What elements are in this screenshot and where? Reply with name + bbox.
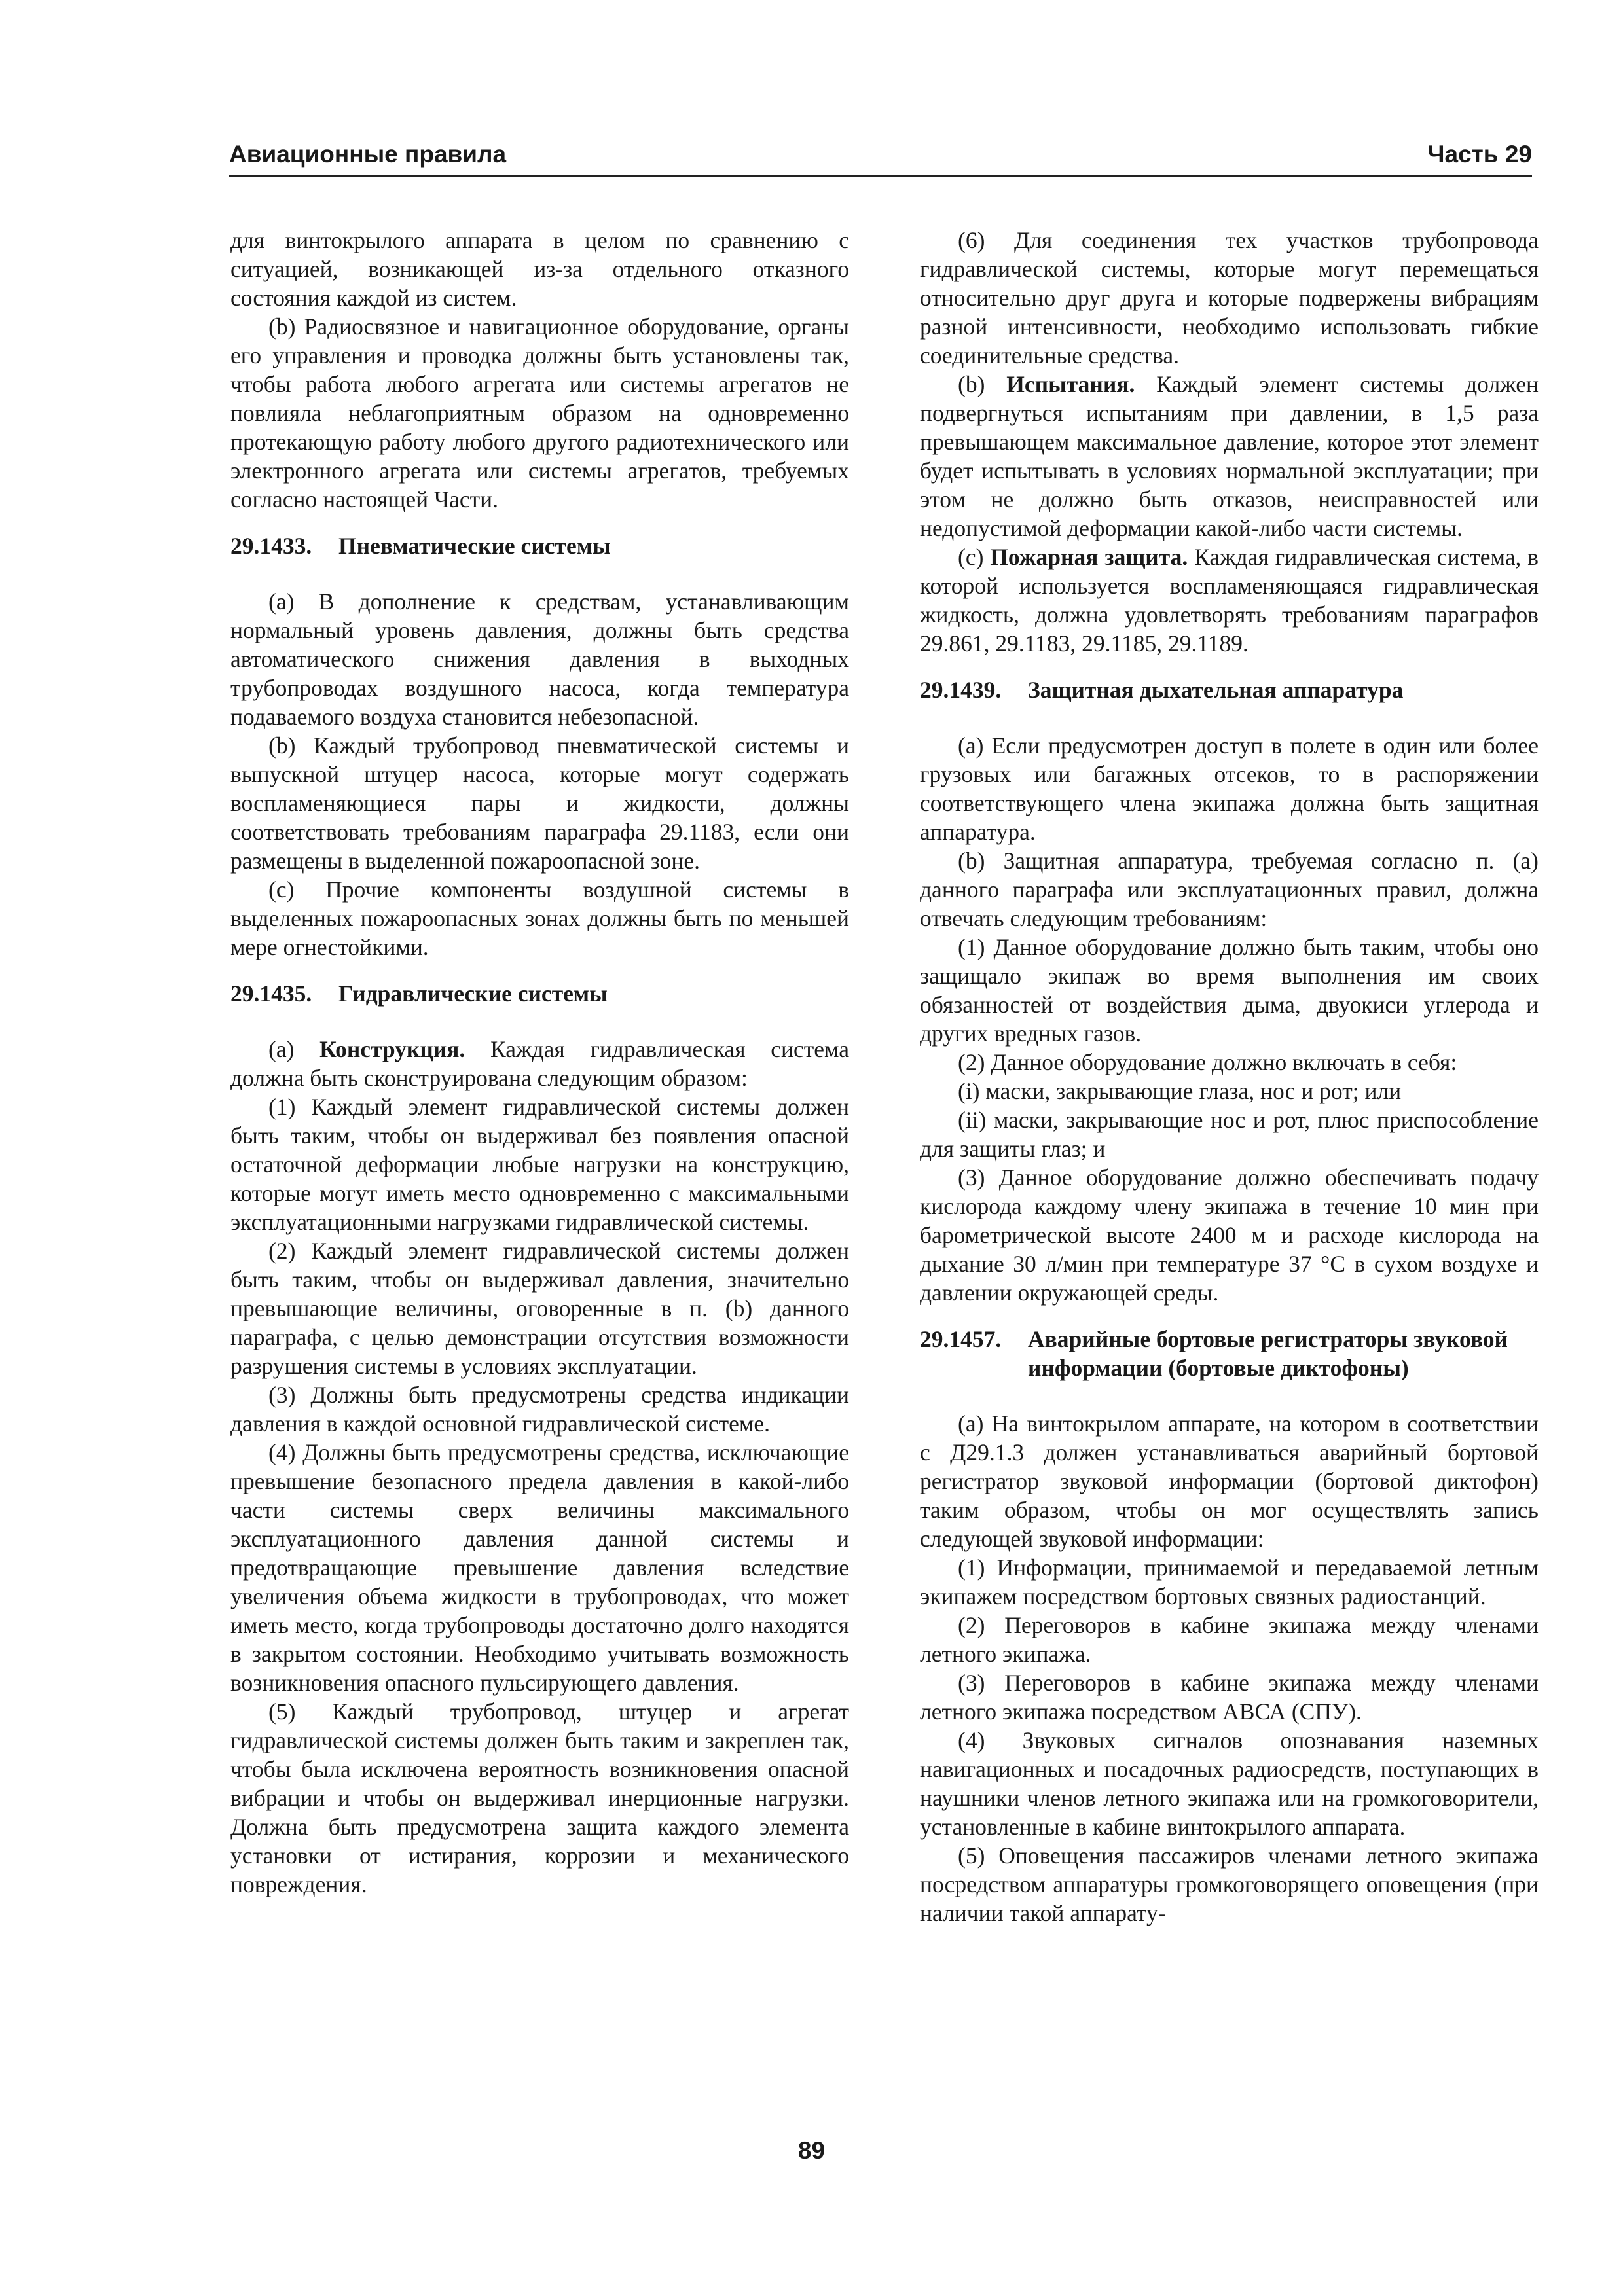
paragraph [920,370,1539,543]
header-part: Часть 29 [1427,141,1532,168]
section-number: 29.1433. [230,533,312,559]
item-bold-title: Пожарная защита. [990,544,1188,570]
section-title: Гидравлические системы [338,980,608,1007]
paragraph: (3) Переговоров в кабине экипажа между членами летного экипажа посредством АВСА (СПУ). [920,1670,1539,1725]
paragraph: (а) На винтокрылом аппарате, на котором в соответствии с Д29.1.3 должен устанавливаться аварийный бортовой регистратор звуковой информации (бортовой диктофон) таким образом, чтобы он мог осуществлять запись следующей звуковой информации: [920,1410,1539,1552]
paragraph: (4) Звуковых сигналов опознавания наземных навигационных и посадочных радиосредств, поступающих в наушники членов летного экипажа или на громкоговорители, установленные в кабине винтокрылого аппарата. [920,1727,1539,1840]
page-header [229,134,1532,177]
item-text: Каждая гидравлическая система должна быть сконструирована следующим образом: [230,1036,849,1091]
paragraph: для винтокрылого аппарата в целом по сравнению с ситуацией, возникающей из-за отдельного отказного состояния каждой из систем. [230,227,849,311]
left-column [230,226,849,1899]
item-prefix: (а) [268,1036,320,1062]
paragraph: (i) маски, закрывающие глаза, нос и рот; или [958,1078,1402,1104]
section-number: 29.1457. [920,1326,1002,1352]
paragraph: (ii) маски, закрывающие нос и рот, плюс приспособление для защиты глаз; и [920,1107,1539,1162]
right-column [920,226,1539,1928]
item-bold-title: Конструкция. [319,1036,465,1062]
paragraph: (1) Данное оборудование должно быть таким, чтобы оно защищало экипаж во время выполнения им своих обязанностей от воздействия дыма, двуокиси углерода и других вредных газов. [920,934,1539,1047]
paragraph: (2) Данное оборудование должно включать в себя: [958,1049,1457,1075]
paragraph: (3) Данное оборудование должно обеспечивать подачу кислорода каждому члену экипажа в течение 10 мин при барометрической высоте 2400 м и расходе кислорода на дыхание 30 л/мин при температуре 37 °С в сухом воздухе и давлении окружающей среды. [920,1164,1539,1306]
header-title: Авиационные правила [229,141,507,168]
section-title: Пневматические системы [338,533,611,559]
paragraph: (b) Защитная аппаратура, требуемая согласно п. (а) данного параграфа или эксплуатационных правил, должна отвечать следующим требованиям: [920,848,1539,931]
paragraph: (3) Должны быть предусмотрены средства индикации давления в каждой основной гидравлической системе. [230,1382,849,1437]
paragraph: (а) В дополнение к средствам, устанавливающим нормальный уровень давления, должны быть средства автоматического снижения давления в выходных трубопроводах воздушного насоса, когда температура подаваемого воздуха становится небезопасной. [230,588,849,730]
paragraph: (а) Если предусмотрен доступ в полете в один или более грузовых или багажных отсеков, то в распоряжении соответствующего члена экипажа должна быть защитная аппаратура. [920,732,1539,845]
paragraph: (1) Информации, принимаемой и передаваемой летным экипажем посредством бортовых связных радиостанций. [920,1554,1539,1609]
section-heading-1457 [920,1325,1539,1382]
section-number: 29.1439. [920,677,1002,703]
paragraph [920,543,1539,658]
paragraph: (2) Каждый элемент гидравлической системы должен быть таким, чтобы он выдерживал давления, значительно превышающие величины, оговоренные в п. (b) данного параграфа, с целью демонстрации отсутствия возможности разрушения системы в условиях эксплуатации. [230,1238,849,1379]
paragraph: (b) Каждый трубопровод пневматической системы и выпускной штуцер насоса, которые могут содержать воспламеняющиеся пары и жидкости, должны соответствовать требованиям параграфа 29.1183, если они размещены в выделенной пожароопасной зоне. [230,732,849,874]
paragraph [230,1035,849,1092]
paragraph: (5) Каждый трубопровод, штуцер и агрегат гидравлической системы должен быть таким и закреплен так, чтобы была исключена вероятность возникновения опасной вибрации и чтобы он выдерживал инерционные нагрузки. Должна быть предусмотрена защита каждого элемента установки от истирания, коррозии и механического повреждения. [230,1698,849,1897]
section-title: Аварийные бортовые регистраторы звуковой информации (бортовые диктофоны) [1028,1326,1508,1381]
paragraph: (2) Переговоров в кабине экипажа между членами летного экипажа. [920,1612,1539,1667]
item-text: Каждый элемент системы должен подвергнуться испытаниям при давлении, в 1,5 раза превышающем максимальное давление, которое этот элемент будет испытывать в условиях нормальной эксплуатации; при этом не должно быть отказов, неисправностей или недопустимой деформации какой-либо части системы. [920,371,1539,541]
item-text: Каждая гидравлическая система, в которой используется воспламеняющаяся гидравлическая жидкость, должна удовлетворять требованиям параграфов 29.861, 29.1183, 29.1185, 29.1189. [920,544,1539,656]
page-number: 89 [797,2137,826,2164]
section-title: Защитная дыхательная аппаратура [1028,677,1404,703]
section-heading-1439 [920,675,1539,704]
paragraph: (4) Должны быть предусмотрены средства, исключающие превышение безопасного предела давления в какой-либо части системы сверх величины максимального эксплуатационного давления данной системы и предотвращающие превышение давления вследствие увеличения объема жидкости в трубопроводах, что может иметь место, когда трубопроводы достаточно долго находятся в закрытом состоянии. Необходимо учитывать возможность возникновения опасного пульсирующего давления. [230,1439,849,1696]
item-bold-title: Испытания. [1006,371,1135,397]
paragraph: (5) Оповещения пассажиров членами летного экипажа посредством аппаратуры громкоговорящего оповещения (при наличии такой аппарату- [920,1842,1539,1926]
item-prefix: (c) [958,544,991,570]
paragraph: (6) Для соединения тех участков трубопровода гидравлической системы, которые могут перемещаться относительно друг друга и которые подвержены вибрациям разной интенсивности, необходимо использовать гибкие соединительные средства. [920,227,1539,368]
paragraph: (c) Прочие компоненты воздушной системы в выделенных пожароопасных зонах должны быть по меньшей мере огнестойкими. [230,876,849,960]
section-heading-1433 [230,531,849,560]
paragraph: (b) Радиосвязное и навигационное оборудование, органы его управления и проводка должны быть установлены так, чтобы работа любого агрегата или системы агрегатов не повлияла неблагоприятным образом на одновременно протекающую работу любого другого радиотехнического или электронного агрегата или системы агрегатов, требуемых согласно настоящей Части. [230,314,849,512]
section-heading-1435 [230,979,849,1008]
section-number: 29.1435. [230,980,312,1007]
item-prefix: (b) [958,371,1007,397]
paragraph: (1) Каждый элемент гидравлической системы должен быть таким, чтобы он выдерживал без появления опасной остаточной деформации любые нагрузки на конструкцию, которые могут иметь место одновременно с максимальными эксплуатационными нагрузками гидравлической системы. [230,1094,849,1235]
